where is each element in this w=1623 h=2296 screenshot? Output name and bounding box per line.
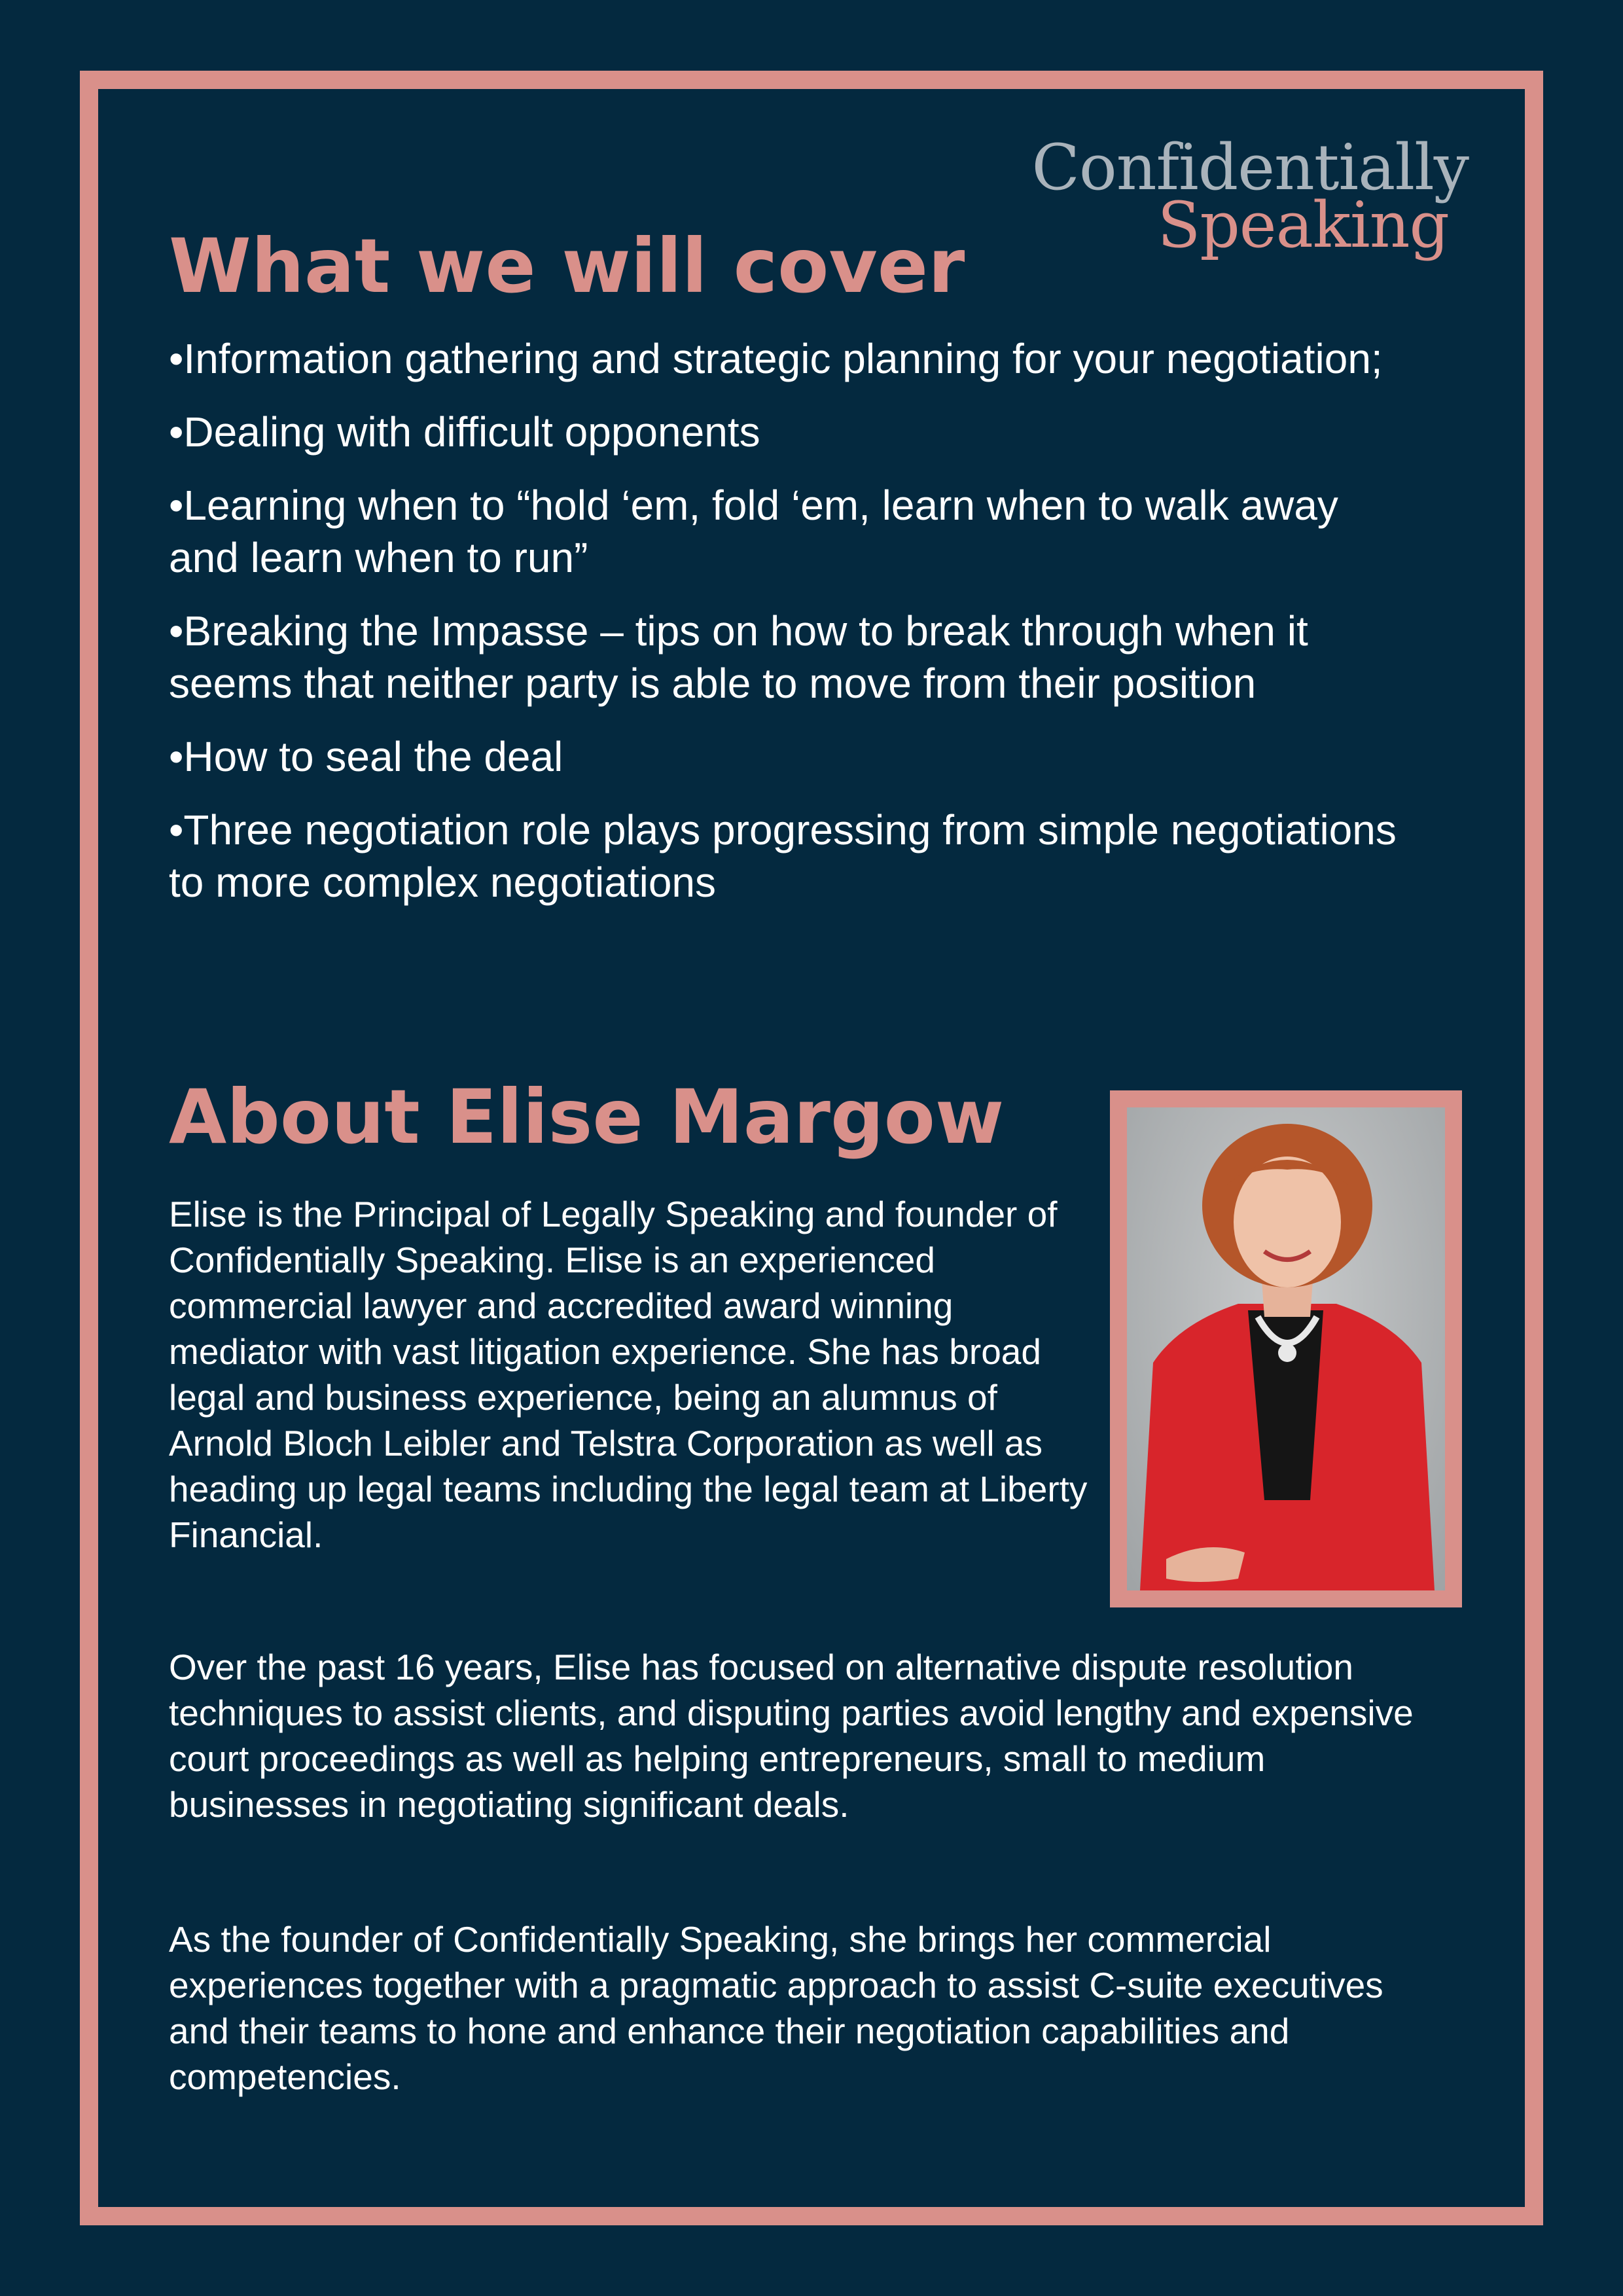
bio-paragraph: Over the past 16 years, Elise has focused on alternative dispute resolution techniques to assist clients, and disputing parties avoid lengthy and expensive court proceedings as well as helping entrepreneurs, small to medium businesses in negotiating significant deals.	[169, 1647, 1414, 1825]
bio-paragraph: Elise is the Principal of Legally Speaking and founder of Confidentially Speaking. Elise is an experienced commercial lawyer and accredited award winning mediator with vast litigation experience. She has broad legal and business experience, being an alumnus of Arnold Bloch Leibler and Telstra Corporation as well as heading up legal teams including the legal team at Liberty Financial.	[169, 1194, 1088, 1555]
cover-list	[169, 332, 1399, 929]
logo-line-2: Speaking	[1157, 188, 1449, 262]
portrait-frame	[1110, 1090, 1462, 1607]
list-item: •Learning when to “hold ‘em, fold ‘em, learn when to walk away and learn when to run”	[169, 482, 1338, 581]
logo	[1031, 131, 1469, 262]
logo-line-1: Confidentially	[1031, 131, 1469, 204]
bio-paragraph: As the founder of Confidentially Speaking, she brings her commercial experiences together with a pragmatic approach to assist C-suite executives and their teams to hone and enhance their negotiation capabilities and competencies.	[169, 1919, 1383, 2097]
list-item: •Information gathering and strategic planning for your negotiation;	[169, 335, 1383, 382]
list-item: •Dealing with difficult opponents	[169, 408, 760, 456]
cover-heading: What we will cover	[169, 223, 965, 310]
portrait-photo	[1127, 1107, 1445, 1590]
portrait-illustration	[1127, 1107, 1445, 1590]
list-item: •Breaking the Impasse – tips on how to break through when it seems that neither party is able to move from their position	[169, 607, 1308, 707]
list-item: •Three negotiation role plays progressing from simple negotiations to more complex negotiations	[169, 806, 1397, 906]
list-item: •How to seal the deal	[169, 733, 563, 780]
about-heading: About Elise Margow	[169, 1073, 1005, 1160]
